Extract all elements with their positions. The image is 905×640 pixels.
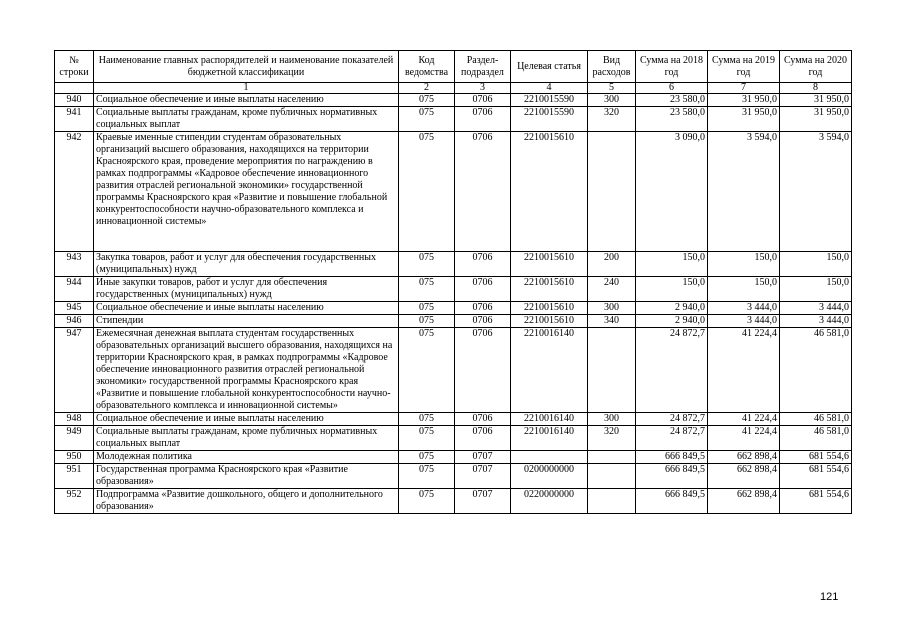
expense-type: 300: [588, 302, 636, 315]
header-row-number: № строки: [55, 51, 94, 83]
table-row: [55, 464, 852, 489]
sum-2018: 23 580,0: [636, 94, 708, 107]
sum-2020: 3 444,0: [780, 302, 852, 315]
sum-2020: 150,0: [780, 252, 852, 277]
expense-type: [588, 328, 636, 413]
row-number: 941: [55, 107, 94, 132]
sum-2020: 46 581,0: [780, 413, 852, 426]
sum-2020: 31 950,0: [780, 94, 852, 107]
sum-2020: 46 581,0: [780, 426, 852, 451]
sum-2020: 31 950,0: [780, 107, 852, 132]
sum-2018: 24 872,7: [636, 328, 708, 413]
expense-type: [588, 451, 636, 464]
table-row: [55, 426, 852, 451]
column-number: 2: [399, 83, 455, 94]
sum-2018: 2 940,0: [636, 315, 708, 328]
sum-2018: 23 580,0: [636, 107, 708, 132]
sum-2019: 662 898,4: [708, 464, 780, 489]
header-sum-2020: Сумма на 2020 год: [780, 51, 852, 83]
sum-2020: 681 554,6: [780, 489, 852, 514]
column-number: [55, 83, 94, 94]
header-row: [55, 51, 852, 83]
table-row: [55, 107, 852, 132]
target-article: 2210015610: [511, 252, 588, 277]
header-target-article: Целевая статья: [511, 51, 588, 83]
section-code: 0706: [455, 413, 511, 426]
table-row: [55, 489, 852, 514]
sum-2020: 150,0: [780, 277, 852, 302]
row-name: Социальные выплаты гражданам, кроме публичных нормативных социальных выплат: [94, 426, 399, 451]
sum-2019: 150,0: [708, 252, 780, 277]
row-number: 947: [55, 328, 94, 413]
row-name: Социальные выплаты гражданам, кроме публичных нормативных социальных выплат: [94, 107, 399, 132]
sum-2019: 150,0: [708, 277, 780, 302]
column-number: 1: [94, 83, 399, 94]
expense-type: [588, 489, 636, 514]
section-code: 0706: [455, 315, 511, 328]
row-name: Социальное обеспечение и иные выплаты населению: [94, 413, 399, 426]
department-code: 075: [399, 413, 455, 426]
sum-2019: 31 950,0: [708, 107, 780, 132]
table-row: [55, 451, 852, 464]
target-article: 0220000000: [511, 489, 588, 514]
department-code: 075: [399, 302, 455, 315]
row-name: Краевые именные стипендии студентам образовательных организаций высшего образования, находящихся на территории Красноярского края, проведение мероприятия по награждению в рамках подпрограммы «Кадровое обеспечение инновационного развития отраслей региональной экономики» государственной программы Красноярского края «Развитие и повышение глобальной конкурентоспособности научно-образовательного комплекса и инновационной системы»: [94, 132, 399, 252]
row-number: 944: [55, 277, 94, 302]
expense-type: 200: [588, 252, 636, 277]
target-article: 2210015590: [511, 107, 588, 132]
sum-2019: 662 898,4: [708, 451, 780, 464]
sum-2018: 24 872,7: [636, 426, 708, 451]
target-article: 2210016140: [511, 413, 588, 426]
target-article: 2210015610: [511, 302, 588, 315]
row-name: Социальное обеспечение и иные выплаты населению: [94, 302, 399, 315]
section-code: 0706: [455, 252, 511, 277]
sum-2020: 681 554,6: [780, 451, 852, 464]
header-department-code: Код ведомства: [399, 51, 455, 83]
sum-2018: 24 872,7: [636, 413, 708, 426]
column-number: 3: [455, 83, 511, 94]
target-article: 2210015610: [511, 132, 588, 252]
header-name: Наименование главных распорядителей и наименование показателей бюджетной классификации: [94, 51, 399, 83]
table-row: [55, 302, 852, 315]
sum-2018: 3 090,0: [636, 132, 708, 252]
department-code: 075: [399, 277, 455, 302]
sum-2020: 3 594,0: [780, 132, 852, 252]
target-article: 2210015610: [511, 315, 588, 328]
row-name: Государственная программа Красноярского края «Развитие образования»: [94, 464, 399, 489]
budget-document: [54, 50, 851, 514]
department-code: 075: [399, 426, 455, 451]
section-code: 0706: [455, 132, 511, 252]
column-number: 5: [588, 83, 636, 94]
department-code: 075: [399, 464, 455, 489]
section-code: 0706: [455, 94, 511, 107]
row-name: Подпрограмма «Развитие дошкольного, общего и дополнительного образования»: [94, 489, 399, 514]
column-number: 7: [708, 83, 780, 94]
sum-2018: 150,0: [636, 277, 708, 302]
department-code: 075: [399, 328, 455, 413]
column-number-row: [55, 83, 852, 94]
row-number: 948: [55, 413, 94, 426]
section-code: 0706: [455, 277, 511, 302]
expense-type: [588, 132, 636, 252]
table-row: [55, 277, 852, 302]
target-article: [511, 451, 588, 464]
sum-2018: 150,0: [636, 252, 708, 277]
page-number: 121: [820, 591, 839, 603]
section-code: 0706: [455, 426, 511, 451]
department-code: 075: [399, 315, 455, 328]
sum-2019: 41 224,4: [708, 426, 780, 451]
row-name: Ежемесячная денежная выплата студентам государственных образовательных организаций высшего образования, находящихся на территории Красноярского края, в рамках подпрограммы «Кадровое обеспечение инновационного развития отраслей региональной экономики» государственной программы Красноярского края «Развитие и повышение глобальной конкурентоспособности научно-образовательного комплекса и инновационной системы»: [94, 328, 399, 413]
sum-2020: 3 444,0: [780, 315, 852, 328]
sum-2019: 3 444,0: [708, 315, 780, 328]
department-code: 075: [399, 451, 455, 464]
sum-2019: 3 444,0: [708, 302, 780, 315]
sum-2019: 31 950,0: [708, 94, 780, 107]
header-sum-2018: Сумма на 2018 год: [636, 51, 708, 83]
sum-2020: 46 581,0: [780, 328, 852, 413]
department-code: 075: [399, 489, 455, 514]
sum-2018: 666 849,5: [636, 489, 708, 514]
table-row: [55, 315, 852, 328]
sum-2019: 41 224,4: [708, 413, 780, 426]
department-code: 075: [399, 252, 455, 277]
row-name: Закупка товаров, работ и услуг для обеспечения государственных (муниципальных) нужд: [94, 252, 399, 277]
sum-2018: 2 940,0: [636, 302, 708, 315]
department-code: 075: [399, 107, 455, 132]
section-code: 0706: [455, 328, 511, 413]
header-expense-type: Вид расходов: [588, 51, 636, 83]
section-code: 0707: [455, 489, 511, 514]
header-sum-2019: Сумма на 2019 год: [708, 51, 780, 83]
column-number: 6: [636, 83, 708, 94]
expense-type: 320: [588, 107, 636, 132]
sum-2018: 666 849,5: [636, 451, 708, 464]
row-number: 940: [55, 94, 94, 107]
sum-2019: 662 898,4: [708, 489, 780, 514]
expense-type: 240: [588, 277, 636, 302]
department-code: 075: [399, 94, 455, 107]
sum-2020: 681 554,6: [780, 464, 852, 489]
sum-2018: 666 849,5: [636, 464, 708, 489]
target-article: 2210016140: [511, 426, 588, 451]
section-code: 0707: [455, 464, 511, 489]
budget-table: [54, 50, 852, 514]
row-name: Иные закупки товаров, работ и услуг для обеспечения государственных (муниципальных) нужд: [94, 277, 399, 302]
sum-2019: 41 224,4: [708, 328, 780, 413]
target-article: 2210015590: [511, 94, 588, 107]
row-name: Социальное обеспечение и иные выплаты населению: [94, 94, 399, 107]
table-row: [55, 413, 852, 426]
row-number: 949: [55, 426, 94, 451]
expense-type: 320: [588, 426, 636, 451]
section-code: 0706: [455, 107, 511, 132]
expense-type: [588, 464, 636, 489]
row-name: Молодежная политика: [94, 451, 399, 464]
expense-type: 340: [588, 315, 636, 328]
expense-type: 300: [588, 94, 636, 107]
row-number: 951: [55, 464, 94, 489]
row-number: 950: [55, 451, 94, 464]
target-article: 2210016140: [511, 328, 588, 413]
target-article: 2210015610: [511, 277, 588, 302]
table-row: [55, 252, 852, 277]
row-number: 945: [55, 302, 94, 315]
row-number: 952: [55, 489, 94, 514]
section-code: 0706: [455, 302, 511, 315]
table-row: [55, 328, 852, 413]
section-code: 0707: [455, 451, 511, 464]
department-code: 075: [399, 132, 455, 252]
row-number: 943: [55, 252, 94, 277]
expense-type: 300: [588, 413, 636, 426]
table-row: [55, 94, 852, 107]
column-number: 8: [780, 83, 852, 94]
sum-2019: 3 594,0: [708, 132, 780, 252]
header-section: Раздел-подраздел: [455, 51, 511, 83]
row-number: 946: [55, 315, 94, 328]
row-number: 942: [55, 132, 94, 252]
target-article: 0200000000: [511, 464, 588, 489]
column-number: 4: [511, 83, 588, 94]
table-row: [55, 132, 852, 252]
row-name: Стипендии: [94, 315, 399, 328]
